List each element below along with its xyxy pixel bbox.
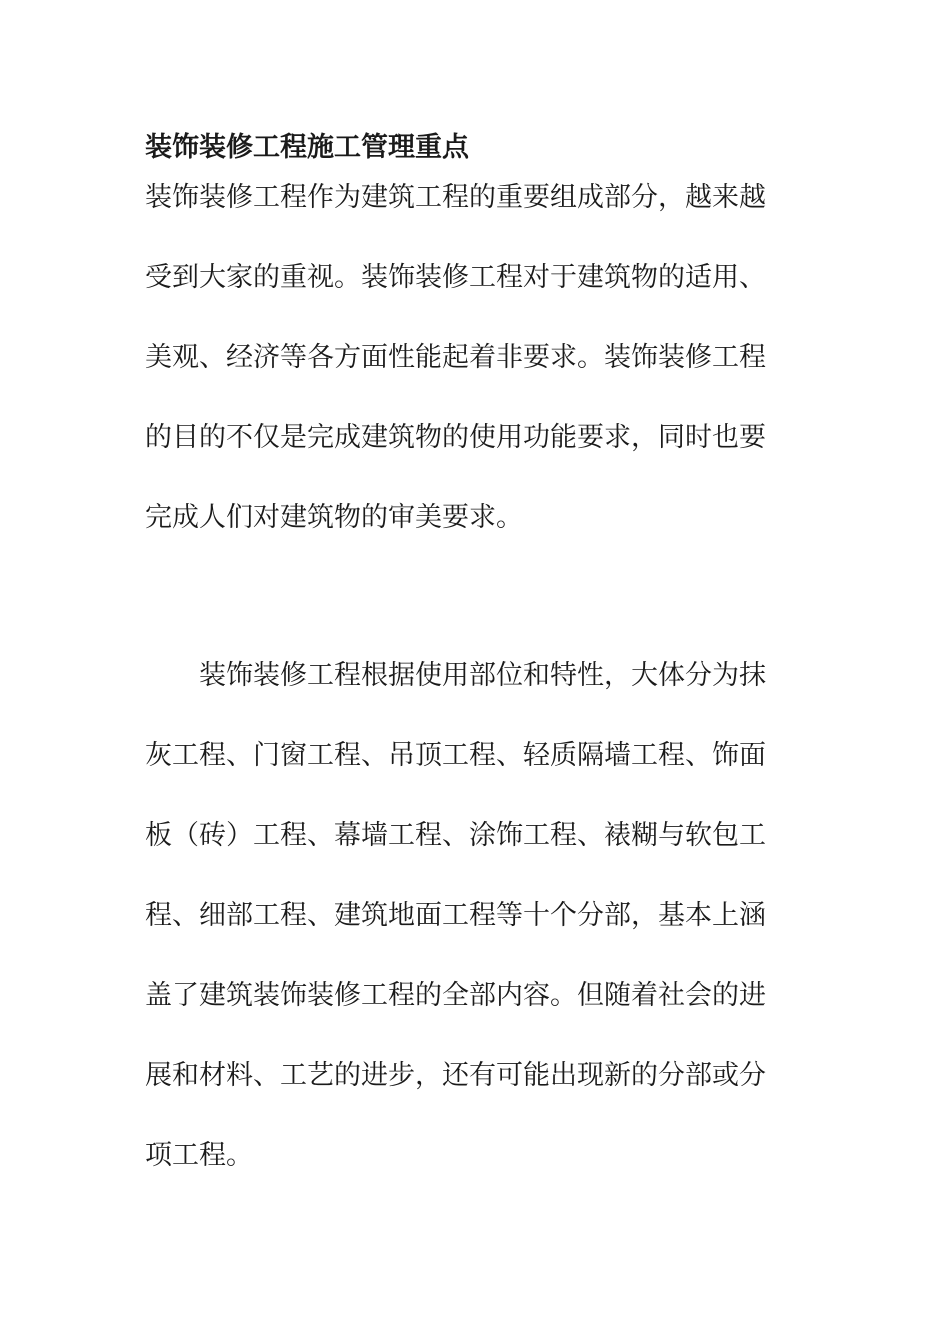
- paragraph-line: 美观、经济等各方面性能起着非要求。装饰装修工程: [145, 342, 766, 373]
- paragraph-line: 装饰装修工程根据使用部位和特性，大体分为抹: [145, 660, 766, 691]
- paragraph-line: 完成人们对建筑物的审美要求。: [145, 502, 523, 533]
- paragraph-line: 受到大家的重视。装饰装修工程对于建筑物的适用、: [145, 262, 766, 293]
- paragraph-line: 盖了建筑装饰装修工程的全部内容。但随着社会的进: [145, 980, 766, 1011]
- paragraph-line: 展和材料、工艺的进步，还有可能出现新的分部或分: [145, 1060, 766, 1091]
- paragraph-line: 装饰装修工程作为建筑工程的重要组成部分，越来越: [145, 182, 766, 213]
- paragraph-line: 项工程。: [145, 1140, 253, 1171]
- paragraph-line: 程、细部工程、建筑地面工程等十个分部，基本上涵: [145, 900, 766, 931]
- paragraph-intro: [145, 178, 787, 578]
- paragraph-classification: [145, 656, 787, 1216]
- paragraph-line: 灰工程、门窗工程、吊顶工程、轻质隔墙工程、饰面: [145, 740, 766, 771]
- document-title: 装饰装修工程施工管理重点: [145, 132, 469, 163]
- paragraph-line: 板（砖）工程、幕墙工程、涂饰工程、裱糊与软包工: [145, 820, 766, 851]
- paragraph-line: 的目的不仅是完成建筑物的使用功能要求，同时也要: [145, 422, 766, 453]
